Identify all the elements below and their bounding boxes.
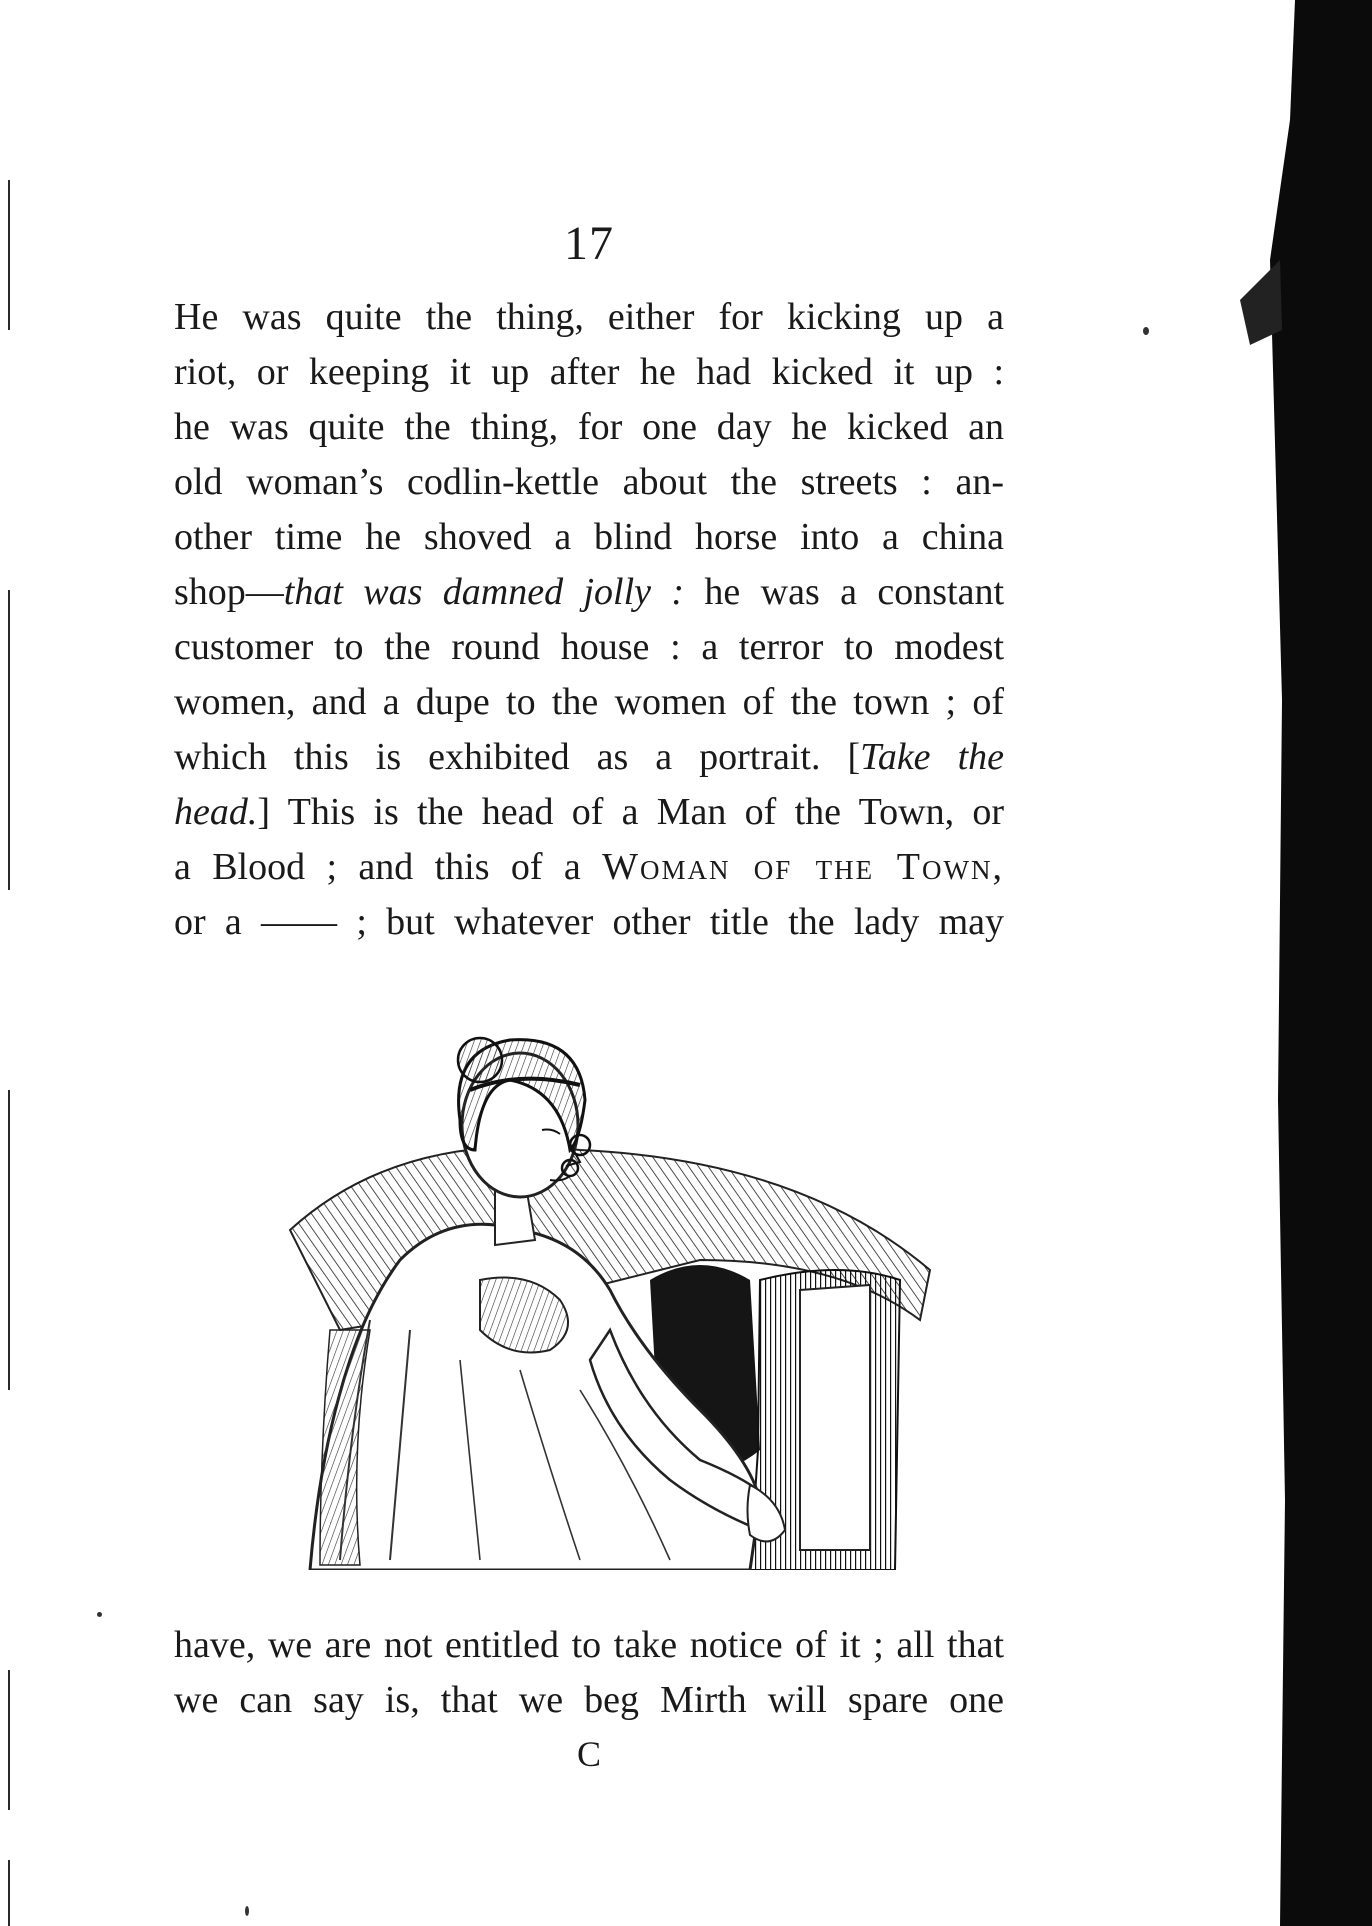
italic-phrase: Take the xyxy=(860,736,1004,778)
italic-phrase: that was damned jolly : xyxy=(283,571,685,613)
small-caps-phrase: Woman of the Town, xyxy=(602,846,1005,888)
text-line: customer to the round house : a terror to modest xyxy=(174,626,1004,668)
text-line: we can say is, that we beg Mirth will spare one xyxy=(174,1679,1004,1721)
text-line: women, and a dupe to the women of the town ; of xyxy=(174,681,1004,723)
scan-edge-shadow xyxy=(1300,0,1372,1926)
text-line: he was quite the thing, for one day he kicked an xyxy=(174,406,1004,448)
scan-left-line xyxy=(8,590,10,890)
body-text-top xyxy=(174,290,1004,950)
text-line: old woman’s codlin-kettle about the streets : an- xyxy=(174,461,1004,503)
scan-speck xyxy=(1143,327,1149,335)
text-line: have, we are not entitled to take notice of it ; all that xyxy=(174,1624,1004,1666)
scan-edge-taper xyxy=(1240,0,1300,1926)
text-line: a Blood ; and this of a Woman of the Town, xyxy=(174,846,1005,888)
text-line: riot, or keeping it up after he had kicked it up : xyxy=(174,351,1004,393)
italic-phrase: head. xyxy=(174,791,258,833)
scan-left-line xyxy=(8,1860,10,1926)
text-line: or a —— ; but whatever other title the lady may xyxy=(174,901,1004,943)
text-line: He was quite the thing, either for kicking up a xyxy=(174,296,1004,338)
scan-left-line xyxy=(8,1090,10,1390)
text-line: head.] This is the head of a Man of the Town, or xyxy=(174,791,1004,833)
scan-speck xyxy=(245,1906,249,1916)
text-line: shop—that was damned jolly : he was a constant xyxy=(174,571,1004,613)
page-number: 17 xyxy=(564,217,614,270)
body-text-bottom xyxy=(174,1618,1004,1728)
signature-mark: C xyxy=(576,1734,601,1774)
text-line: which this is exhibited as a portrait. [Take the xyxy=(174,736,1004,778)
engraving-illustration xyxy=(280,1030,940,1570)
text-line: other time he shoved a blind horse into a china xyxy=(174,516,1004,558)
scan-speck xyxy=(97,1612,102,1617)
